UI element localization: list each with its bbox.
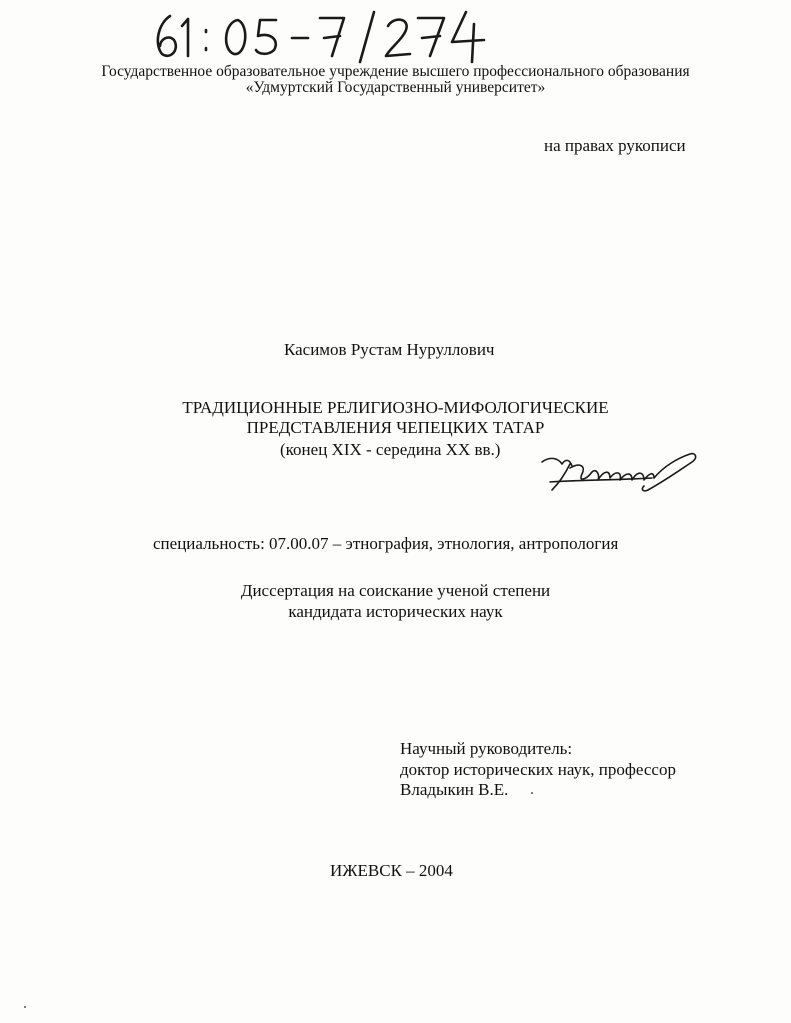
handwritten-code bbox=[148, 6, 488, 66]
dissertation-line-1: Диссертация на соискание ученой степени bbox=[240, 581, 551, 600]
manuscript-rights-note: на правах рукописи bbox=[544, 136, 686, 155]
title-period: (конец XIX - середина XX вв.) bbox=[280, 440, 501, 459]
scan-speck bbox=[24, 1006, 26, 1008]
city-year: ИЖЕВСК – 2004 bbox=[330, 861, 453, 880]
supervisor-degree: доктор исторических наук, профессор bbox=[400, 760, 676, 779]
supervisor-label: Научный руководитель: bbox=[400, 739, 573, 758]
institution-line-2: «Удмуртский Государственный университет» bbox=[245, 79, 546, 96]
dissertation-line-2: кандидата исторических наук bbox=[288, 602, 503, 621]
specialty: специальность: 07.00.07 – этнография, этнология, антропология bbox=[153, 534, 619, 553]
author-name: Касимов Рустам Нуруллович bbox=[284, 340, 495, 359]
supervisor-name: Владыкин В.Е. bbox=[400, 780, 509, 799]
scan-speck bbox=[531, 792, 533, 794]
title-line-1: ТРАДИЦИОННЫЕ РЕЛИГИОЗНО-МИФОЛОГИЧЕСКИЕ bbox=[182, 398, 609, 417]
title-line-2: ПРЕДСТАВЛЕНИЯ ЧЕПЕЦКИХ ТАТАР bbox=[246, 418, 545, 437]
institution-line-1: Государственное образовательное учреждение высшего профессионального образования bbox=[101, 63, 690, 80]
author-signature bbox=[540, 450, 700, 496]
